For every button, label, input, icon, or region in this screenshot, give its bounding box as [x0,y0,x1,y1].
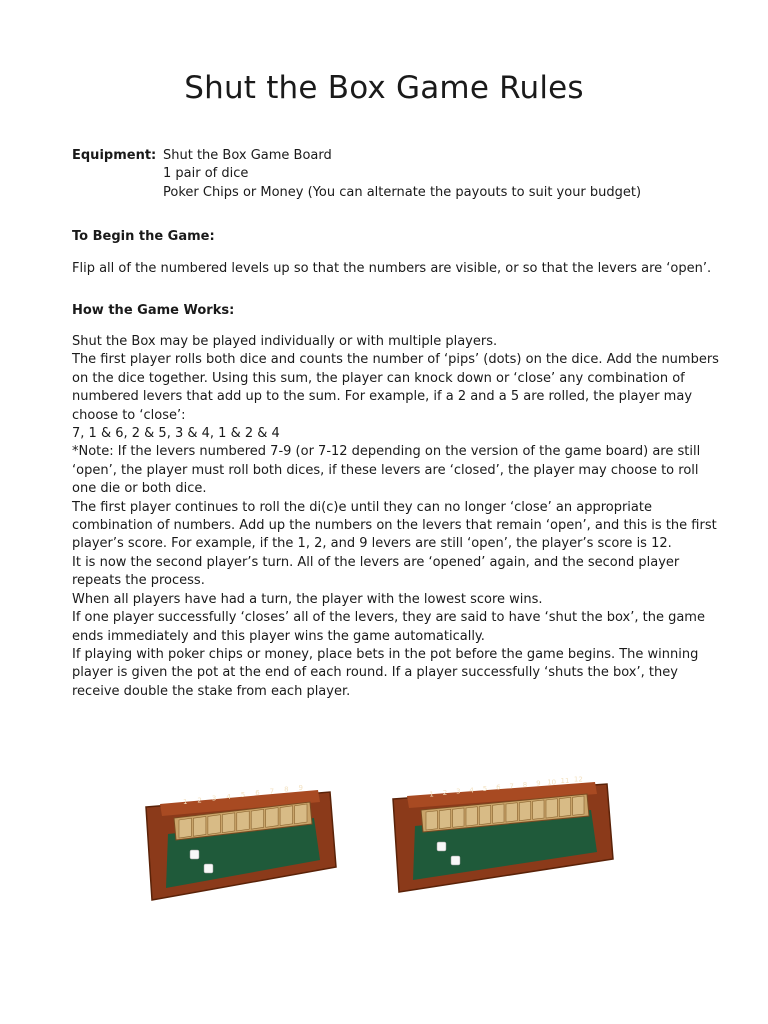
lever-tile [466,807,477,826]
how-line: When all players have had a turn, the player with the lowest score wins. [72,591,543,607]
lever-tile [519,801,530,820]
twelve-lever-board-image [385,764,615,899]
lever-tile [453,808,464,827]
lever-tile [208,815,220,835]
how-heading: How the Game Works: [72,303,235,318]
page-title: Shut the Box Game Rules [184,70,584,106]
lever-tile [559,797,570,816]
how-line: combination of numbers. Add up the numbers on the levers that remain ‘open’, and this is the first [72,518,717,534]
begin-paragraph [72,260,712,278]
how-line: choose to ‘close’: [72,407,186,423]
lever-tile [280,806,292,826]
lever-tile [546,799,557,818]
lever-number: 6 [496,783,501,792]
begin-text: Flip all of the numbered levels up so that the numbers are visible, or so that the levers are ‘open’. [72,261,712,276]
lever-tile [533,800,544,819]
lever-tile [266,808,278,828]
lever-tile [573,796,584,815]
lever-number: 8 [522,781,528,789]
lever-number: 9 [536,779,541,788]
lever-number: 8 [284,785,289,794]
lever-number: 5 [482,785,488,793]
lever-number: 6 [255,789,260,798]
how-line: numbered levers that add up to the sum. For example, if a 2 and a 5 are rolled, the player may [72,389,693,405]
how-paragraph [72,333,719,701]
lever-number: 3 [456,787,461,796]
die-icon [451,856,460,865]
lever-number: 4 [226,792,231,801]
how-line: If playing with poker chips or money, place bets in the pot before the game begins. The winning [72,646,699,662]
lever-number: 11 [560,777,570,785]
lever-number: 10 [547,778,557,787]
how-line: If one player successfully ‘closes’ all of the levers, they are said to have ‘shut the box’, the game [72,610,705,626]
die-icon [437,842,446,851]
lever-number: 12 [573,775,583,784]
how-line: It is now the second player’s turn. All of the levers are ‘opened’ again, and the second player [72,554,680,570]
lever-number: 2 [197,796,202,805]
lever-number: 7 [269,787,275,796]
lever-tile [493,804,504,823]
lever-tile [426,811,437,830]
board-images [0,760,768,910]
lever-tile [439,809,450,828]
equipment-item: Shut the Box Game Board [163,148,332,163]
equipment-item: Poker Chips or Money (You can alternate the payouts to suit your budget) [163,184,642,200]
how-line: on the dice together. Using this sum, the player can knock down or ‘close’ any combination of [72,370,685,386]
lever-number: 1 [429,790,434,799]
how-line: player is given the pot at the end of each round. If a player successfully ‘shuts the box’, they [72,665,678,681]
lever-tile [479,805,490,824]
how-line: Shut the Box may be played individually or with multiple players. [72,334,498,349]
lever-tile [295,804,307,824]
lever-number: 7 [509,782,514,791]
lever-tile [222,813,234,833]
equipment-label: Equipment: [72,148,157,163]
lever-number: 9 [298,783,304,792]
how-line: *Note: If the levers numbered 7-9 (or 7-12 depending on the version of the game board) are still [72,444,701,460]
lever-tile [193,816,205,836]
how-line: repeats the process. [72,573,205,589]
die-icon [204,864,213,873]
how-line: player’s score. For example, if the 1, 2, and 9 levers are still ‘open’, the player’s score is 12. [72,536,672,552]
lever-number: 4 [469,786,474,795]
lever-number: 5 [240,791,246,799]
begin-heading: To Begin the Game: [72,229,215,244]
lever-tile [251,809,263,829]
lever-tile [237,811,249,831]
how-line: The first player continues to roll the di(c)e until they can no longer ‘close’ an appropriate [72,499,652,515]
how-line: 7, 1 & 6, 2 & 5, 3 & 4, 1 & 2 & 4 [72,426,280,442]
lever-number: 2 [442,789,448,797]
lever-number: 3 [211,794,217,803]
how-line: ends immediately and this player wins the game automatically. [72,628,485,644]
equipment-item: 1 pair of dice [163,166,249,182]
lever-tile [179,818,191,838]
equipment-list [163,147,683,202]
lever-number: 1 [182,798,188,807]
nine-lever-board-image [138,772,338,907]
how-line: one die or both dice. [72,481,207,497]
how-line: The first player rolls both dice and counts the number of ‘pips’ (dots) on the dice. Add the numbers [72,352,719,368]
lever-tile [506,803,517,822]
how-line: ‘open’, the player must roll both dices, if these levers are ‘closed’, the player may choose to roll [72,462,699,478]
how-line: receive double the stake from each player. [72,683,351,699]
die-icon [190,850,199,859]
